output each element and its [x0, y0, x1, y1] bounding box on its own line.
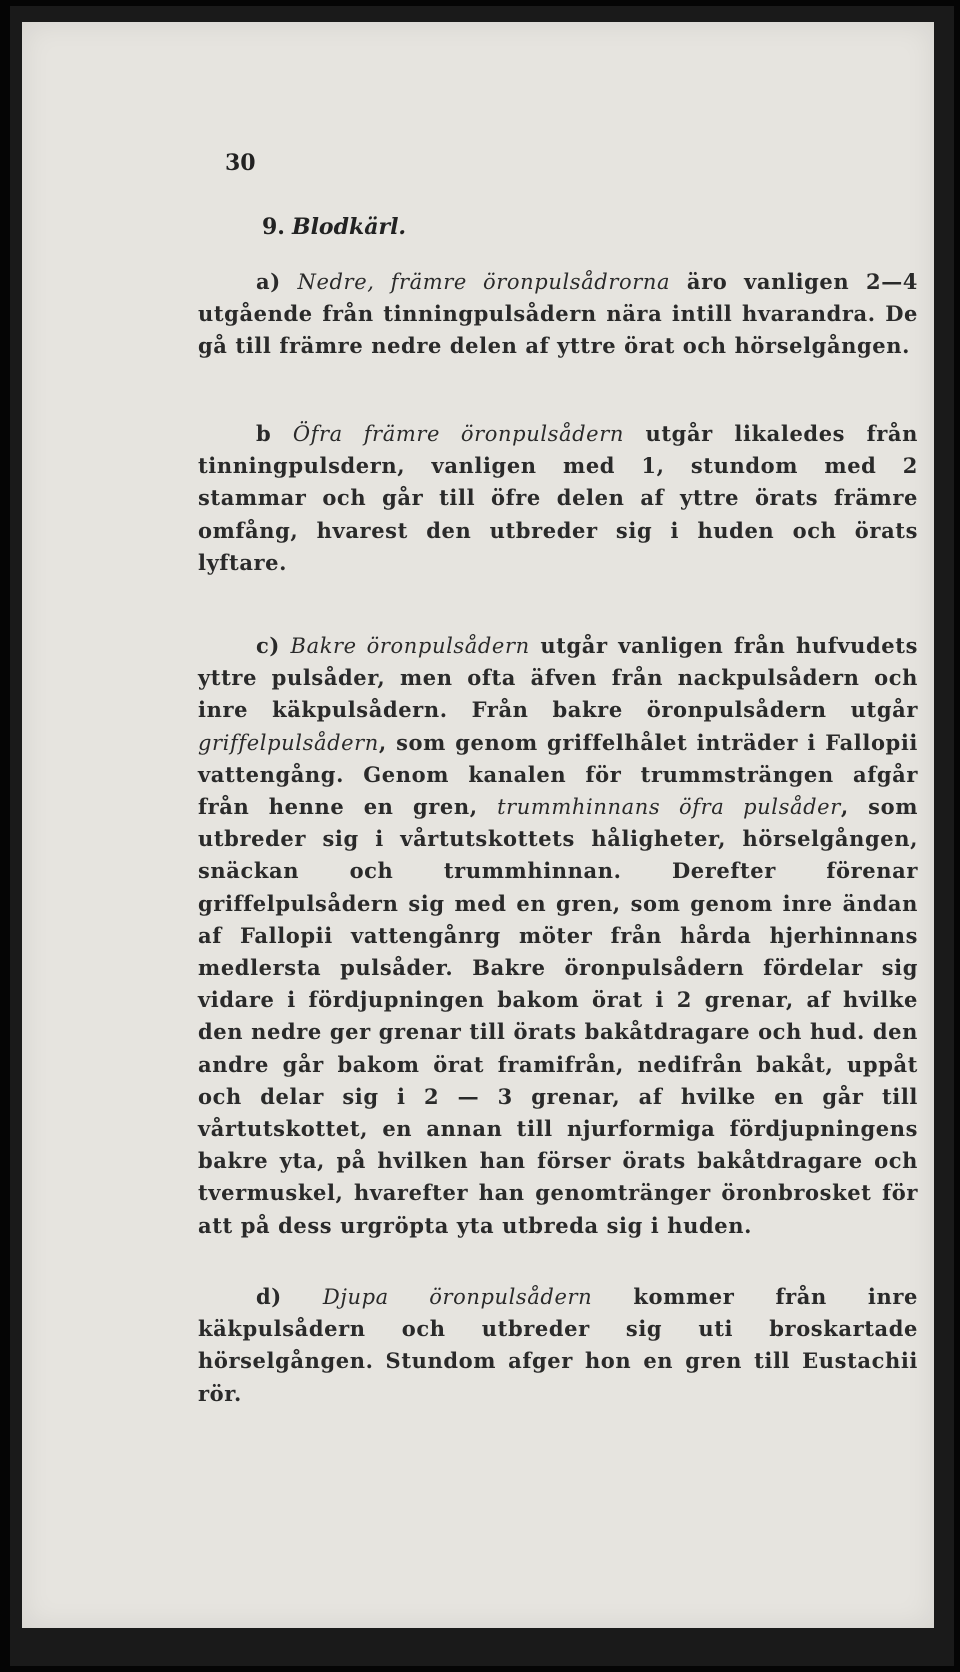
paragraph-c — [198, 630, 918, 1242]
paragraph-term: Djupa öronpulsådern — [322, 1285, 593, 1309]
section-title: Blodkärl. — [291, 214, 407, 240]
paragraph-d — [198, 1281, 918, 1410]
paragraph-marker: d) — [256, 1284, 282, 1309]
section-heading — [262, 214, 406, 240]
paragraph-text: , som genom griffelhålet inträder i Fallopii vattengång. Genom kanalen för trummsträngen afgår från henne en gren, — [198, 729, 918, 820]
paragraph-term: Öfra främre öronpulsådern — [292, 422, 624, 446]
paragraph-text: äro vanligen 2—4 utgående från tinningpulsådern nära intill hvarandra. De gå till främre nedre delen af yttre örat och hörselgången. — [198, 269, 919, 359]
paragraph-text: utgår vanligen från hufvudets yttre pulsåder, men ofta äfven från nackpulsådern och inre käkpulsådern. Från bakre öronpulsådern utgår — [198, 633, 918, 723]
paragraph-text: , som utbreder sig i vårtutskottets håligheter, hörselgången, snäckan och trummhinnan. Derefter förenar griffelpulsådern sig med en gren, som genom inre ändan af Fallopii vattengånrg möter från hårda hjerhinnans medlersta pulsåder. Bakre öronpulsådern fördelar sig vidare i fördjupningen bakom örat i 2 grenar, af hvilke den nedre ger grenar till örats bakåtdragare och hud. den andre går bakom örat framifrån, nedifrån bakåt, uppåt och delar sig i 2 — 3 grenar, af hvilke en går till vårtutskottet, en annan till njurformiga fördjupningens bakre yta, på hvilken han förser örats bakåtdragare och tvermuskel, hvarefter han genomtränger öronbrosket för att på dess urgröpta yta utbreda sig i huden. — [198, 794, 919, 1238]
paragraph-marker: a) — [256, 269, 281, 294]
paragraph-term: trummhinnans öfra pulsåder — [497, 795, 841, 820]
paragraph-marker: b — [256, 421, 272, 446]
paragraph-text: utgår likaledes från tinningpulsdern, vanligen med 1, stundom med 2 stammar och går till öfre delen af yttre örats främre omfång, hvarest den utbreder sig i huden och örats lyftare. — [198, 421, 918, 575]
paragraph-term: Nedre, främre öronpulsådrorna — [297, 270, 671, 294]
paragraph-text: kommer från inre käkpulsådern och utbreder sig uti broskartade hörselgången. Stundom afger hon en gren till Eustachii rör. — [198, 1284, 918, 1406]
paragraph-marker: c) — [256, 633, 280, 658]
section-number: 9. — [262, 214, 285, 240]
paragraph-a — [198, 266, 918, 363]
paragraph-term: griffelpulsådern — [198, 730, 379, 755]
page-number: 30 — [225, 150, 256, 176]
paragraph-b — [198, 418, 918, 579]
paragraph-term: Bakre öronpulsådern — [290, 634, 530, 658]
